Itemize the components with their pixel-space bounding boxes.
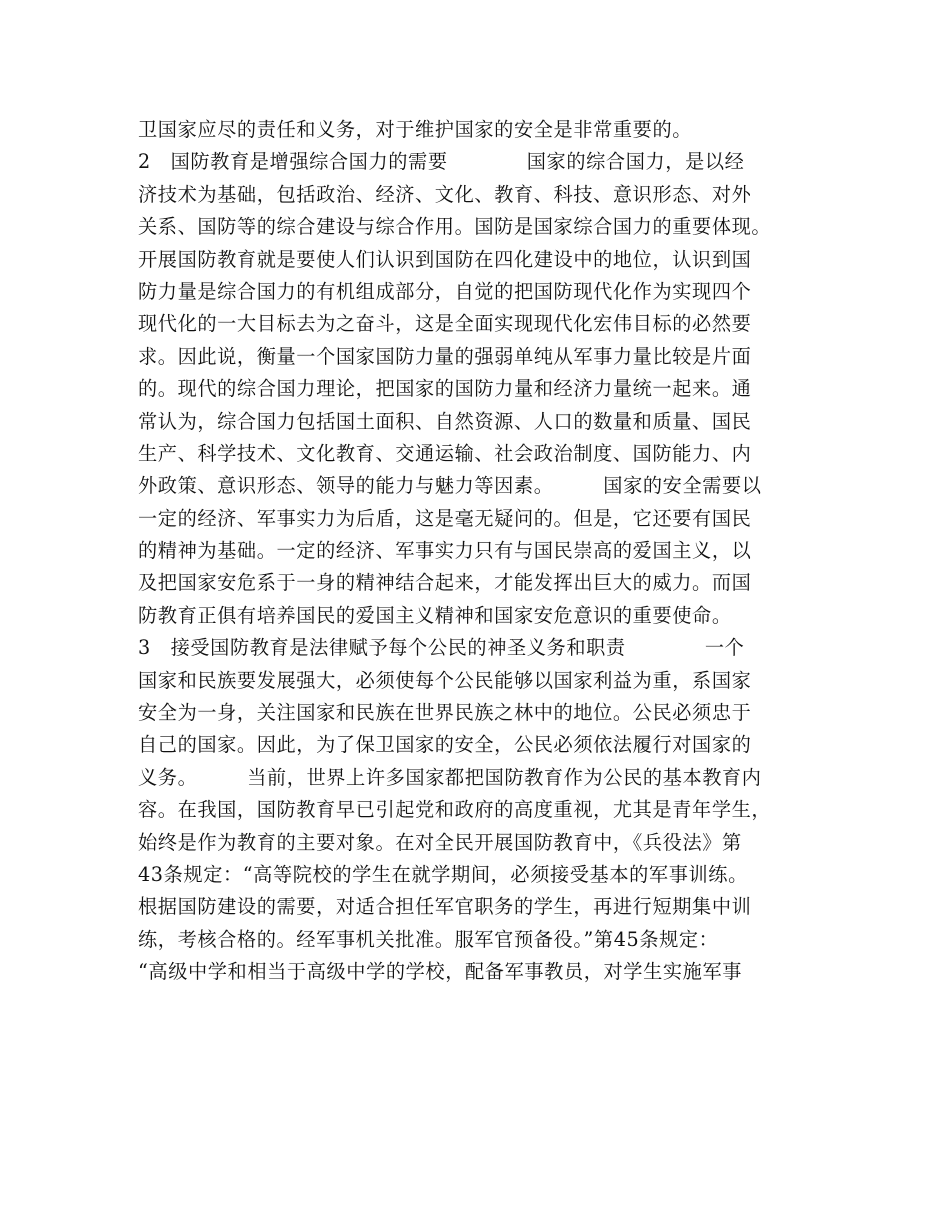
text-line: 始终是作为教育的主要对象。在对全民开展国防教育中，《兵役法》第 — [138, 830, 742, 854]
text-line: 练，考核合格的。经军事机关批准。服军官预备役。”第45条规定： — [138, 927, 719, 951]
text-line: 求。因此说，衡量一个国家国防力量的强弱单纯从军事力量比较是片面 — [138, 344, 752, 368]
text-line: 2 国防教育是增强综合国力的需要 国家的综合国力，是以经 — [138, 150, 745, 174]
text-line: 容。在我国，国防教育早已引起党和政府的高度重视，尤其是青年学生， — [138, 798, 772, 822]
text-line: 的精神为基础。一定的经济、军事实力只有与国民崇高的爱国主义，以 — [138, 539, 752, 563]
body-text — [138, 114, 838, 989]
text-line: 的。现代的综合国力理论，把国家的国防力量和经济力量统一起来。通 — [138, 377, 752, 401]
text-line: 安全为一身，关注国家和民族在世界民族之林中的地位。公民必须忠于 — [138, 701, 752, 725]
text-line: 防力量是综合国力的有机组成部分，自觉的把国防现代化作为实现四个 — [138, 279, 752, 303]
text-line: 关系、国防等的综合建设与综合作用。国防是国家综合国力的重要体现。 — [138, 215, 772, 239]
text-line: 外政策、意识形态、领导的能力与魅力等因素。 国家的安全需要以 — [138, 474, 762, 498]
text-line: 生产、科学技术、文化教育、交通运输、社会政治制度、国防能力、内 — [138, 441, 752, 465]
text-line: 开展国防教育就是要使人们认识到国防在四化建设中的地位，认识到国 — [138, 247, 752, 271]
text-line: 及把国家安危系于一身的精神结合起来，才能发挥出巨大的威力。而国 — [138, 571, 752, 595]
text-line: 国家和民族要发展强大，必须使每个公民能够以国家利益为重，系国家 — [138, 668, 752, 692]
text-line: 常认为，综合国力包括国土面积、自然资源、人口的数量和质量、国民 — [138, 409, 752, 433]
text-line: 济技术为基础，包括政治、经济、文化、教育、科技、意识形态、对外 — [138, 182, 752, 206]
text-line: “高级中学和相当于高级中学的学校，配备军事教员，对学生实施军事 — [138, 960, 743, 984]
text-line: 自己的国家。因此，为了保卫国家的安全，公民必须依法履行对国家的 — [138, 733, 752, 757]
text-line: 43条规定：“高等院校的学生在就学期间，必须接受基本的军事训练。 — [138, 862, 748, 886]
text-line: 卫国家应尽的责任和义务，对于维护国家的安全是非常重要的。 — [138, 118, 693, 141]
text-line: 防教育正俱有培养国民的爱国主义精神和国家安危意识的重要使命。 — [138, 603, 732, 627]
text-line: 根据国防建设的需要，对适合担任军官职务的学生，再进行短期集中训 — [138, 895, 752, 919]
text-line: 3 接受国防教育是法律赋予每个公民的神圣义务和职责 一个 — [138, 636, 745, 660]
text-line: 一定的经济、军事实力为后盾，这是毫无疑问的。但是，它还要有国民 — [138, 506, 752, 530]
text-line: 义务。 当前，世界上许多国家都把国防教育作为公民的基本教育内 — [138, 765, 762, 789]
text-line: 现代化的一大目标去为之奋斗，这是全面实现现代化宏伟目标的必然要 — [138, 312, 752, 336]
